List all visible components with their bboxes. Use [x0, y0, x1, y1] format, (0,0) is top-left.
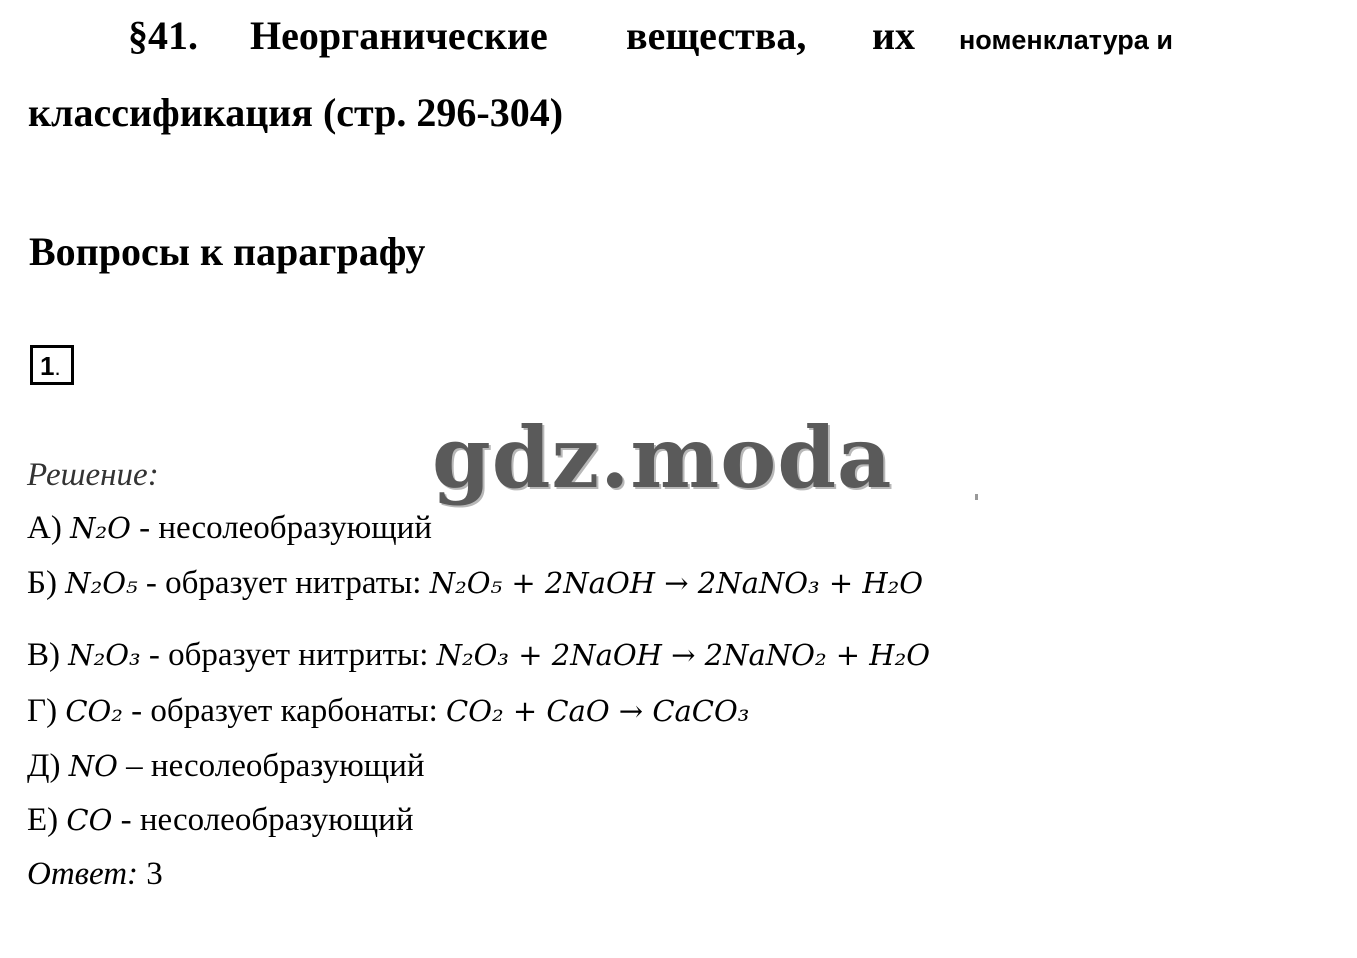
line-d-formula: CO₂ [65, 694, 123, 728]
title-word-their: их [872, 13, 916, 58]
title-word-nomenclature: номенклатура и [959, 25, 1173, 55]
line-c-formula: N₂O₃ [68, 638, 141, 672]
line-a-letter: А) [27, 510, 62, 546]
task-number-box [30, 345, 74, 385]
line-c-text: - образует нитриты: [140, 637, 437, 673]
watermark-logo: gdz.moda [432, 408, 893, 507]
line-f-letter: Е) [27, 802, 59, 838]
line-a-formula: N₂O [70, 511, 131, 545]
answer-line [27, 854, 163, 894]
section-heading: Вопросы к параграфу [29, 229, 426, 274]
answer-value: 3 [138, 856, 163, 892]
solution-line-d [27, 691, 749, 731]
task-number-dot: . [54, 355, 61, 380]
title-word-inorganic: Неорганические [250, 13, 548, 58]
answer-label: Ответ: [27, 856, 139, 892]
section-number: §41. [128, 13, 198, 58]
line-d-letter: Г) [27, 693, 58, 729]
line-d-text: - образует карбонаты: [122, 693, 447, 729]
solution-line-b [27, 563, 923, 603]
line-d-equation: CO₂ + CaO → CaCO₃ [446, 694, 750, 728]
line-f-text: - несолеобразующий [112, 802, 414, 838]
line-b-letter: Б) [27, 565, 57, 601]
line-e-text: – несолеобразующий [117, 748, 425, 784]
line-c-equation: N₂O₃ + 2NaOH → 2NaNO₂ + H₂O [436, 638, 930, 672]
solution-line-e [27, 746, 425, 786]
line-e-formula: NO [68, 749, 118, 783]
line-e-letter: Д) [27, 748, 61, 784]
line-b-text: - образует нитраты: [137, 565, 430, 601]
line-c-letter: В) [27, 637, 60, 673]
stray-mark [975, 494, 978, 500]
line-a-text: - несолеобразующий [130, 510, 432, 546]
title-line-2: классификация (стр. 296-304) [28, 90, 564, 135]
solution-line-f [27, 800, 413, 840]
line-b-equation: N₂O₅ + 2NaOH → 2NaNO₃ + H₂O [429, 566, 924, 600]
title-word-substances: вещества, [626, 13, 807, 58]
solution-line-c [27, 635, 930, 675]
line-f-formula: CO [66, 803, 113, 837]
task-number: 1 [40, 351, 55, 381]
line-b-formula: N₂O₅ [65, 566, 138, 600]
solution-line-a [27, 508, 432, 548]
solution-label: Решение: [27, 457, 159, 493]
